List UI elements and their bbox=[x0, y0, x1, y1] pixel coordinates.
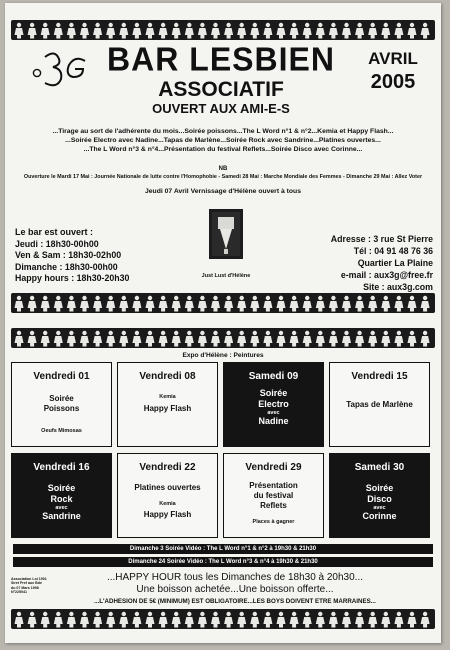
woman-figure-icon bbox=[342, 23, 351, 39]
figure-strip-top bbox=[11, 20, 435, 40]
woman-figure-icon bbox=[211, 331, 220, 347]
woman-figure-icon bbox=[342, 612, 351, 628]
hours-line: Happy hours : 18h30-20h30 bbox=[15, 273, 130, 284]
video-bar: Dimanche 3 Soirée Vidéo : The L Word n°1 & n°2 à 19h30 & 21h30 bbox=[13, 544, 433, 554]
woman-figure-icon bbox=[67, 23, 76, 39]
event-line: Poissons bbox=[43, 404, 80, 413]
year-label: 2005 bbox=[370, 71, 416, 93]
woman-figure-icon bbox=[67, 331, 76, 347]
poster bbox=[5, 3, 441, 643]
event-note: Kemia bbox=[159, 501, 176, 507]
event-line: Disco bbox=[367, 494, 392, 504]
woman-figure-icon bbox=[15, 23, 24, 39]
woman-figure-icon bbox=[185, 23, 194, 39]
hours-line: Jeudi : 18h30-00h00 bbox=[15, 238, 99, 249]
event-card-vendredi-15 bbox=[329, 362, 430, 447]
woman-figure-icon bbox=[250, 331, 259, 347]
event-line: Happy Flash bbox=[143, 510, 192, 519]
woman-figure-icon bbox=[277, 612, 286, 628]
woman-figure-icon bbox=[368, 23, 377, 39]
woman-figure-icon bbox=[41, 23, 50, 39]
woman-figure-icon bbox=[316, 331, 325, 347]
woman-figure-icon bbox=[381, 296, 390, 312]
woman-figure-icon bbox=[250, 296, 259, 312]
o3g-logo bbox=[25, 47, 95, 91]
woman-figure-icon bbox=[303, 296, 312, 312]
woman-figure-icon bbox=[329, 612, 338, 628]
woman-figure-icon bbox=[303, 331, 312, 347]
happy-hour-line: ...HAPPY HOUR tous les Dimanches de 18h30 à 20h30... bbox=[106, 572, 364, 583]
woman-figure-icon bbox=[211, 612, 220, 628]
event-title bbox=[224, 481, 323, 511]
woman-figure-icon bbox=[198, 296, 207, 312]
video-bar: Dimanche 24 Soirée Vidéo : The L Word n°3 & n°4 à 19h30 & 21h30 bbox=[13, 557, 433, 567]
vernissage-text: Jeudi 07 Avril Vernissage d'Hélène ouvert à tous bbox=[145, 188, 301, 195]
woman-figure-icon bbox=[408, 23, 417, 39]
woman-figure-icon bbox=[132, 612, 141, 628]
woman-figure-icon bbox=[15, 331, 24, 347]
woman-figure-icon bbox=[15, 612, 24, 628]
woman-figure-icon bbox=[290, 612, 299, 628]
woman-figure-icon bbox=[106, 612, 115, 628]
woman-figure-icon bbox=[250, 612, 259, 628]
woman-figure-icon bbox=[211, 296, 220, 312]
event-title bbox=[12, 483, 111, 505]
woman-figure-icon bbox=[368, 296, 377, 312]
woman-figure-icon bbox=[132, 23, 141, 39]
event-note: Places à gagner bbox=[252, 519, 295, 525]
woman-figure-icon bbox=[381, 612, 390, 628]
woman-figure-icon bbox=[290, 331, 299, 347]
woman-figure-icon bbox=[237, 296, 246, 312]
woman-figure-icon bbox=[368, 612, 377, 628]
woman-figure-icon bbox=[198, 612, 207, 628]
event-day: Vendredi 01 bbox=[33, 371, 90, 382]
woman-figure-icon bbox=[224, 23, 233, 39]
woman-figure-icon bbox=[146, 23, 155, 39]
woman-figure-icon bbox=[355, 331, 364, 347]
event-host: Sandrine bbox=[42, 511, 81, 521]
woman-figure-icon bbox=[159, 331, 168, 347]
event-line: Reflets bbox=[260, 501, 287, 510]
nb-label: NB bbox=[218, 166, 228, 172]
email-line: e-mail : aux3g@free.fr bbox=[340, 270, 433, 280]
woman-figure-icon bbox=[28, 331, 37, 347]
promo-lines bbox=[19, 127, 427, 154]
woman-figure-icon bbox=[119, 331, 128, 347]
woman-figure-icon bbox=[93, 296, 102, 312]
woman-figure-icon bbox=[342, 331, 351, 347]
hours-heading: Le bar est ouvert : bbox=[15, 227, 94, 237]
promo-line: ...Tirage au sort de l'adhérente du mois...Soirée poissons...The L Word n°1 & n°2...Kemia et Happy Flash... bbox=[52, 128, 394, 135]
woman-figure-icon bbox=[28, 23, 37, 39]
woman-figure-icon bbox=[80, 23, 89, 39]
event-avec: avec bbox=[267, 410, 280, 416]
woman-figure-icon bbox=[172, 331, 181, 347]
logo-text: o3G bbox=[33, 87, 35, 88]
woman-figure-icon bbox=[421, 612, 430, 628]
woman-figure-icon bbox=[146, 612, 155, 628]
event-title bbox=[12, 394, 111, 414]
hours-line: Dimanche : 18h30-00h00 bbox=[15, 261, 118, 272]
woman-figure-icon bbox=[355, 612, 364, 628]
event-host: Nadine bbox=[258, 416, 289, 426]
woman-figure-icon bbox=[224, 612, 233, 628]
woman-figure-icon bbox=[80, 612, 89, 628]
woman-figure-icon bbox=[106, 296, 115, 312]
event-line: Rock bbox=[50, 494, 73, 504]
event-line: Soirée bbox=[47, 483, 76, 493]
woman-figure-icon bbox=[132, 331, 141, 347]
woman-figure-icon bbox=[54, 296, 63, 312]
tagline: OUVERT AUX AMI-E-S bbox=[152, 101, 290, 116]
promo-line: ...Soirée Electro avec Nadine...Tapas de Marlène...Soirée Rock avec Sandrine...Platines ouvertes... bbox=[65, 137, 381, 144]
woman-figure-icon bbox=[159, 612, 168, 628]
event-line: Platines ouvertes bbox=[134, 483, 201, 492]
woman-figure-icon bbox=[421, 23, 430, 39]
woman-figure-icon bbox=[329, 23, 338, 39]
woman-figure-icon bbox=[277, 331, 286, 347]
event-line: Electro bbox=[258, 399, 289, 409]
woman-figure-icon bbox=[132, 296, 141, 312]
woman-figure-icon bbox=[263, 296, 272, 312]
event-title bbox=[224, 388, 323, 410]
woman-figure-icon bbox=[67, 296, 76, 312]
woman-figure-icon bbox=[394, 331, 403, 347]
woman-figure-icon bbox=[224, 331, 233, 347]
event-day: Vendredi 29 bbox=[245, 462, 302, 473]
woman-figure-icon bbox=[54, 612, 63, 628]
membership-notice: ...L'ADHESION DE 5€ (MINIMUM) EST OBLIGATOIRE...LES BOYS DOIVENT ETRE MARRAINES... bbox=[94, 598, 376, 605]
site-line: Site : aux3g.com bbox=[363, 282, 433, 292]
woman-figure-icon bbox=[408, 296, 417, 312]
woman-figure-icon bbox=[185, 296, 194, 312]
woman-figure-icon bbox=[329, 331, 338, 347]
promo-line: ...The L Word n°3 & n°4...Présentation du festival Reflets...Soirée Disco avec Corinne... bbox=[83, 146, 363, 153]
woman-figure-icon bbox=[198, 331, 207, 347]
event-day: Vendredi 16 bbox=[33, 462, 90, 473]
event-day: Samedi 30 bbox=[354, 462, 405, 473]
event-day: Vendredi 22 bbox=[139, 462, 196, 473]
woman-figure-icon bbox=[28, 612, 37, 628]
woman-figure-icon bbox=[316, 296, 325, 312]
expo-label: Expo d'Hélène : Peintures bbox=[182, 352, 264, 359]
woman-figure-icon bbox=[355, 296, 364, 312]
woman-figure-icon bbox=[54, 23, 63, 39]
association-line: du 07 Mars 1998 bbox=[11, 585, 39, 590]
woman-figure-icon bbox=[368, 331, 377, 347]
event-line: du festival bbox=[253, 491, 294, 500]
woman-figure-icon bbox=[237, 331, 246, 347]
woman-figure-icon bbox=[394, 296, 403, 312]
event-card-vendredi-08 bbox=[117, 362, 218, 447]
event-day: Vendredi 08 bbox=[139, 371, 196, 382]
woman-figure-icon bbox=[381, 331, 390, 347]
happy-hour-block bbox=[55, 572, 415, 596]
address-block bbox=[255, 233, 433, 293]
woman-figure-icon bbox=[224, 296, 233, 312]
woman-figure-icon bbox=[421, 331, 430, 347]
woman-figure-icon bbox=[41, 331, 50, 347]
woman-figure-icon bbox=[185, 612, 194, 628]
event-line: Tapas de Marlène bbox=[346, 400, 413, 409]
woman-figure-icon bbox=[80, 296, 89, 312]
event-card-samedi-30 bbox=[329, 453, 430, 538]
woman-figure-icon bbox=[93, 331, 102, 347]
month-label: AVRIL bbox=[368, 49, 418, 68]
woman-figure-icon bbox=[172, 296, 181, 312]
event-host: Corinne bbox=[362, 511, 397, 521]
woman-figure-icon bbox=[342, 296, 351, 312]
woman-figure-icon bbox=[15, 296, 24, 312]
nb-text: Ouverture le Mardi 17 Mai : Journée Nationale de lutte contre l'Homophobie - Samedi 28 Mai : Marche Mondiale des Femmes - Dimanche 29 Mai : Allez Voter bbox=[23, 174, 423, 180]
opening-hours bbox=[15, 227, 190, 285]
hours-line: Ven & Sam : 18h30-02h00 bbox=[15, 250, 122, 261]
woman-figure-icon bbox=[198, 23, 207, 39]
woman-figure-icon bbox=[159, 296, 168, 312]
woman-figure-icon bbox=[277, 296, 286, 312]
woman-figure-icon bbox=[172, 612, 181, 628]
event-line: Soirée bbox=[259, 388, 288, 398]
woman-figure-icon bbox=[119, 296, 128, 312]
woman-figure-icon bbox=[54, 331, 63, 347]
event-card-vendredi-29 bbox=[223, 453, 324, 538]
happy-hour-line: Une boisson achetée...Une boisson offerte... bbox=[136, 584, 334, 595]
woman-figure-icon bbox=[381, 23, 390, 39]
event-day: Vendredi 15 bbox=[351, 371, 408, 382]
event-card-vendredi-22 bbox=[117, 453, 218, 538]
woman-figure-icon bbox=[67, 612, 76, 628]
event-line: Happy Flash bbox=[143, 404, 192, 413]
woman-figure-icon bbox=[316, 23, 325, 39]
page-subtitle: ASSOCIATIF bbox=[158, 78, 284, 101]
woman-figure-icon bbox=[277, 23, 286, 39]
event-avec: avec bbox=[55, 505, 68, 511]
woman-figure-icon bbox=[421, 296, 430, 312]
woman-figure-icon bbox=[159, 23, 168, 39]
figure-strip-middle bbox=[11, 293, 435, 313]
woman-figure-icon bbox=[263, 331, 272, 347]
woman-figure-icon bbox=[106, 331, 115, 347]
woman-figure-icon bbox=[394, 23, 403, 39]
woman-figure-icon bbox=[303, 612, 312, 628]
event-card-samedi-09 bbox=[223, 362, 324, 447]
woman-figure-icon bbox=[172, 23, 181, 39]
woman-figure-icon bbox=[290, 23, 299, 39]
woman-figure-icon bbox=[303, 23, 312, 39]
event-day: Samedi 09 bbox=[248, 371, 299, 382]
woman-figure-icon bbox=[119, 23, 128, 39]
event-card-vendredi-16 bbox=[11, 453, 112, 538]
event-line: Soirée bbox=[49, 394, 74, 403]
woman-figure-icon bbox=[316, 612, 325, 628]
event-note: Kemia bbox=[159, 394, 176, 400]
page-title: BAR LESBIEN bbox=[107, 40, 335, 78]
woman-figure-icon bbox=[185, 331, 194, 347]
woman-figure-icon bbox=[329, 296, 338, 312]
woman-figure-icon bbox=[41, 296, 50, 312]
woman-figure-icon bbox=[408, 612, 417, 628]
woman-figure-icon bbox=[237, 23, 246, 39]
event-line: Soirée bbox=[365, 483, 394, 493]
woman-figure-icon bbox=[106, 23, 115, 39]
woman-figure-icon bbox=[394, 612, 403, 628]
woman-figure-icon bbox=[93, 612, 102, 628]
figure-strip-bottom bbox=[11, 609, 435, 629]
woman-figure-icon bbox=[146, 331, 155, 347]
district-line: Quartier La Plaine bbox=[357, 258, 433, 268]
woman-figure-icon bbox=[211, 23, 220, 39]
event-note: Oeufs Mimosas bbox=[41, 428, 82, 434]
address-line: Adresse : 3 rue St Pierre bbox=[330, 234, 433, 244]
phone-line: Tél : 04 91 48 76 36 bbox=[353, 246, 433, 256]
photo-caption: Just Lust d'Hélène bbox=[201, 273, 251, 279]
woman-figure-icon bbox=[41, 612, 50, 628]
woman-figure-icon bbox=[250, 23, 259, 39]
woman-figure-icon bbox=[93, 23, 102, 39]
woman-figure-icon bbox=[263, 23, 272, 39]
event-line: Présentation bbox=[249, 481, 298, 490]
woman-figure-icon bbox=[408, 331, 417, 347]
event-title bbox=[330, 483, 429, 505]
association-line: N°225041 bbox=[11, 590, 28, 595]
association-line: Association Loi 1901 bbox=[11, 577, 47, 581]
woman-figure-icon bbox=[355, 23, 364, 39]
woman-figure-icon bbox=[290, 296, 299, 312]
woman-figure-icon bbox=[28, 296, 37, 312]
woman-figure-icon bbox=[80, 331, 89, 347]
event-avec: avec bbox=[373, 505, 386, 511]
event-card-vendredi-01 bbox=[11, 362, 112, 447]
woman-figure-icon bbox=[237, 612, 246, 628]
woman-figure-icon bbox=[119, 612, 128, 628]
woman-figure-icon bbox=[263, 612, 272, 628]
woman-figure-icon bbox=[146, 296, 155, 312]
figure-strip-calendar bbox=[11, 328, 435, 348]
painting-photo bbox=[209, 209, 243, 259]
association-line: Siret Pref aux Bde bbox=[11, 581, 42, 586]
